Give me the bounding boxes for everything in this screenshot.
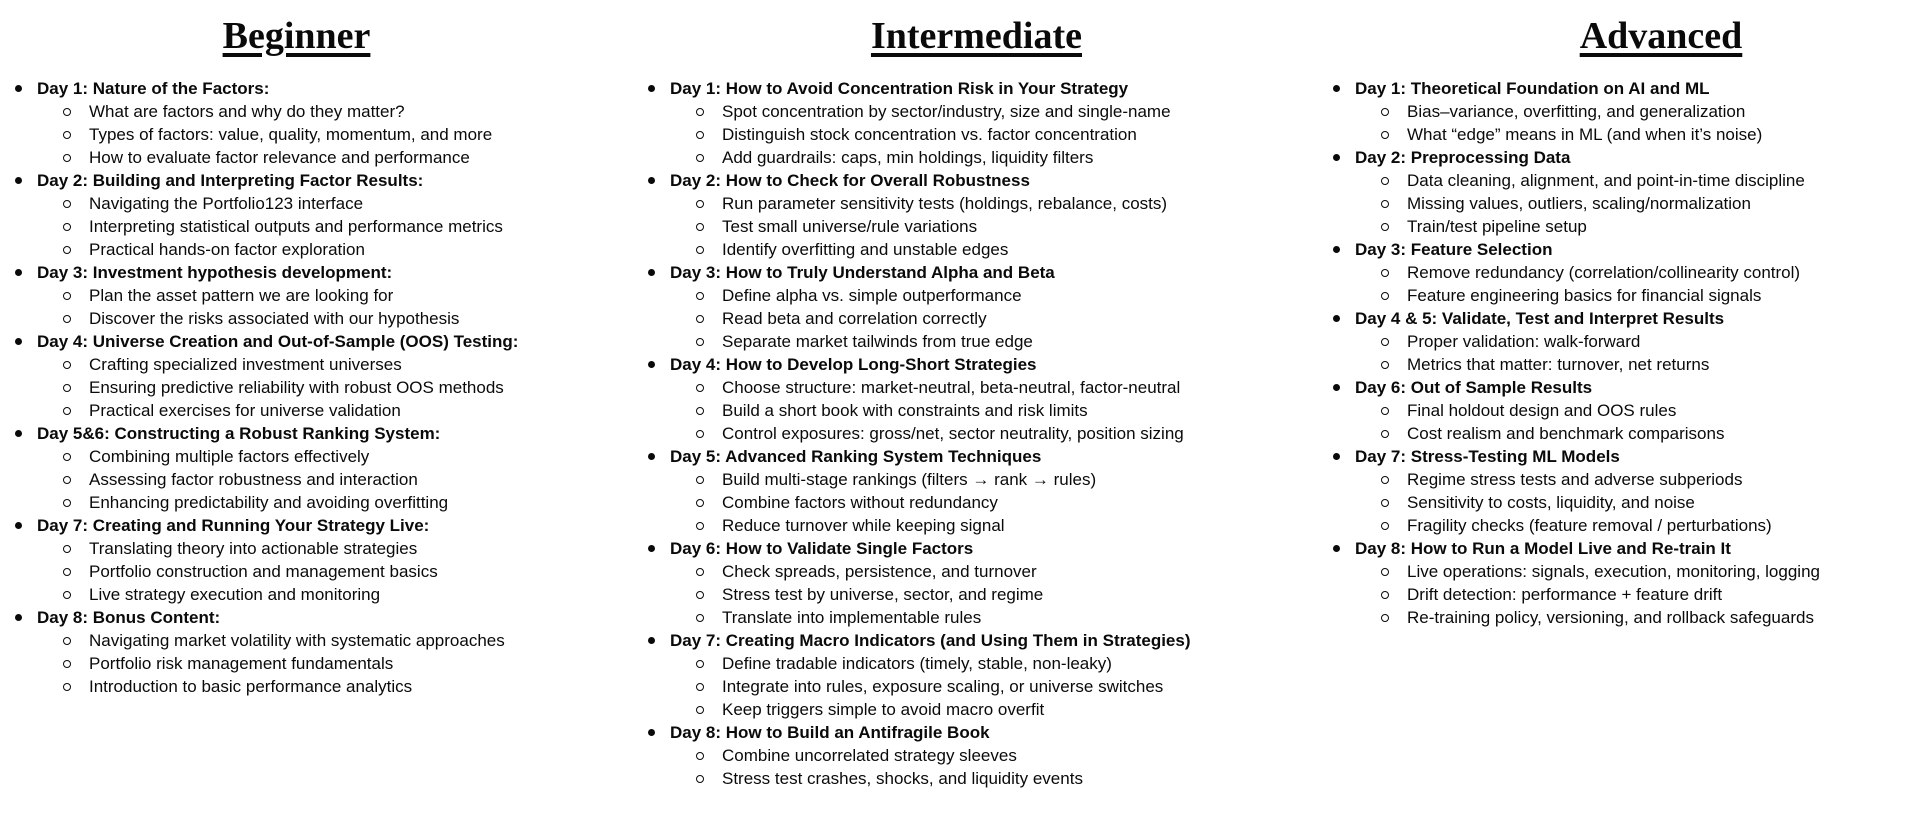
sub-item — [1381, 330, 1920, 353]
bullet-disc-icon — [1333, 246, 1340, 253]
sub-item — [696, 330, 1318, 353]
sub-item — [696, 744, 1318, 767]
sub-item — [1381, 192, 1920, 215]
bullet-circle-icon — [696, 476, 704, 484]
sub-item-text: Translate into implementable rules — [722, 608, 982, 627]
sub-item — [63, 491, 633, 514]
bullet-circle-icon — [63, 154, 71, 162]
sub-item — [63, 376, 633, 399]
day-block — [648, 353, 1318, 445]
sub-item-text: Crafting specialized investment universes — [89, 355, 402, 374]
day-heading — [648, 77, 1318, 100]
sub-item — [63, 238, 633, 261]
day-block — [648, 261, 1318, 353]
bullet-circle-icon — [1381, 338, 1389, 346]
bullet-circle-icon — [696, 384, 704, 392]
sub-item-text: Fragility checks (feature removal / perturbations) — [1407, 516, 1772, 535]
sub-item — [1381, 491, 1920, 514]
day-heading-text: Day 7: Creating Macro Indicators (and Using Them in Strategies) — [670, 631, 1191, 650]
sub-item-text: Navigating market volatility with systematic approaches — [89, 631, 505, 650]
sub-item-text: Test small universe/rule variations — [722, 217, 978, 236]
sub-item-text: Practical exercises for universe validation — [89, 401, 401, 420]
day-heading — [15, 169, 633, 192]
sub-item-text: Train/test pipeline setup — [1407, 217, 1587, 236]
bullet-circle-icon — [696, 591, 704, 599]
day-heading-text: Day 7: Creating and Running Your Strategy Live: — [37, 516, 430, 535]
sub-item — [696, 468, 1318, 491]
sub-item — [1381, 169, 1920, 192]
bullet-disc-icon — [15, 522, 22, 529]
sub-item — [63, 146, 633, 169]
day-heading — [648, 721, 1318, 744]
bullet-disc-icon — [648, 545, 655, 552]
day-heading — [15, 330, 633, 353]
day-block — [1333, 146, 1920, 238]
sub-item — [696, 146, 1318, 169]
bullet-circle-icon — [63, 108, 71, 116]
day-block — [1333, 445, 1920, 537]
sub-item-text: Final holdout design and OOS rules — [1407, 401, 1677, 420]
bullet-circle-icon — [63, 683, 71, 691]
sub-item — [696, 491, 1318, 514]
sub-item-text: Build a short book with constraints and risk limits — [722, 401, 1088, 420]
sub-item — [696, 675, 1318, 698]
day-heading-text: Day 1: How to Avoid Concentration Risk in Your Strategy — [670, 79, 1129, 98]
sub-item — [1381, 284, 1920, 307]
day-heading — [1333, 146, 1920, 169]
day-heading-text: Day 4: How to Develop Long-Short Strategies — [670, 355, 1037, 374]
sub-item — [63, 353, 633, 376]
bullet-disc-icon — [648, 85, 655, 92]
day-heading-text: Day 3: Feature Selection — [1355, 240, 1553, 259]
bullet-circle-icon — [1381, 177, 1389, 185]
sub-item — [1381, 422, 1920, 445]
bullet-circle-icon — [63, 200, 71, 208]
bullet-circle-icon — [696, 430, 704, 438]
sub-item — [63, 399, 633, 422]
bullet-circle-icon — [696, 292, 704, 300]
sub-item-text: Combine factors without redundancy — [722, 493, 998, 512]
sub-item — [63, 123, 633, 146]
sub-item-text: What “edge” means in ML (and when it’s noise) — [1407, 125, 1763, 144]
sub-item-text: Portfolio risk management fundamentals — [89, 654, 394, 673]
day-heading — [1333, 307, 1920, 330]
sub-item-text: Combining multiple factors effectively — [89, 447, 370, 466]
sub-item-text: Keep triggers simple to avoid macro overfit — [722, 700, 1045, 719]
bullet-disc-icon — [15, 177, 22, 184]
day-heading — [648, 445, 1318, 468]
sub-item — [696, 399, 1318, 422]
sub-item-text: Remove redundancy (correlation/collinearity control) — [1407, 263, 1801, 282]
sub-item — [63, 192, 633, 215]
day-heading — [1333, 238, 1920, 261]
bullet-disc-icon — [648, 453, 655, 460]
sub-item — [1381, 560, 1920, 583]
sub-item-text: Enhancing predictability and avoiding overfitting — [89, 493, 449, 512]
sub-item — [696, 376, 1318, 399]
bullet-circle-icon — [1381, 223, 1389, 231]
sub-item-text: Bias–variance, overfitting, and generalization — [1407, 102, 1746, 121]
sub-item — [63, 468, 633, 491]
sub-item — [696, 192, 1318, 215]
bullet-circle-icon — [696, 499, 704, 507]
sub-item — [696, 238, 1318, 261]
bullet-circle-icon — [63, 660, 71, 668]
bullet-circle-icon — [63, 499, 71, 507]
day-heading — [15, 606, 633, 629]
bullet-circle-icon — [1381, 522, 1389, 530]
bullet-disc-icon — [15, 614, 22, 621]
sub-item-text: Define tradable indicators (timely, stable, non-leaky) — [722, 654, 1112, 673]
sub-item — [63, 307, 633, 330]
day-heading-text: Day 1: Theoretical Foundation on AI and ML — [1355, 79, 1710, 98]
bullet-circle-icon — [1381, 476, 1389, 484]
sub-item-text: Introduction to basic performance analytics — [89, 677, 413, 696]
sub-item-text: Stress test crashes, shocks, and liquidity events — [722, 769, 1083, 788]
sub-item — [1381, 399, 1920, 422]
sub-item-text: Distinguish stock concentration vs. factor concentration — [722, 125, 1137, 144]
bullet-circle-icon — [1381, 131, 1389, 139]
bullet-circle-icon — [63, 407, 71, 415]
sub-item — [1381, 123, 1920, 146]
day-block — [1333, 537, 1920, 629]
sub-item-text: Read beta and correlation correctly — [722, 309, 987, 328]
day-heading-text: Day 1: Nature of the Factors: — [37, 79, 270, 98]
bullet-disc-icon — [1333, 384, 1340, 391]
day-heading-text: Day 2: How to Check for Overall Robustness — [670, 171, 1030, 190]
sub-item — [1381, 514, 1920, 537]
bullet-circle-icon — [63, 131, 71, 139]
bullet-circle-icon — [696, 752, 704, 760]
sub-item-text: What are factors and why do they matter? — [89, 102, 405, 121]
sub-item-text: Identify overfitting and unstable edges — [722, 240, 1009, 259]
day-block — [1333, 77, 1920, 146]
sub-item — [63, 652, 633, 675]
day-block — [648, 721, 1318, 790]
day-heading-text: Day 3: How to Truly Understand Alpha and Beta — [670, 263, 1055, 282]
sub-item — [63, 675, 633, 698]
day-heading — [15, 514, 633, 537]
bullet-circle-icon — [696, 108, 704, 116]
sub-item — [696, 307, 1318, 330]
day-block — [15, 514, 633, 606]
bullet-circle-icon — [696, 131, 704, 139]
bullet-circle-icon — [1381, 614, 1389, 622]
column-beginner — [0, 0, 633, 822]
sub-item — [1381, 468, 1920, 491]
sub-item-text: Data cleaning, alignment, and point-in-time discipline — [1407, 171, 1805, 190]
bullet-circle-icon — [63, 453, 71, 461]
sub-item-text: Define alpha vs. simple outperformance — [722, 286, 1022, 305]
sub-item-text: Navigating the Portfolio123 interface — [89, 194, 364, 213]
sub-item-text: Control exposures: gross/net, sector neutrality, position sizing — [722, 424, 1184, 443]
sub-item — [696, 100, 1318, 123]
bullet-circle-icon — [696, 200, 704, 208]
sub-item-text: Interpreting statistical outputs and performance metrics — [89, 217, 503, 236]
bullet-circle-icon — [63, 292, 71, 300]
day-heading — [648, 629, 1318, 652]
sub-item — [63, 629, 633, 652]
sub-item-text: Spot concentration by sector/industry, size and single-name — [722, 102, 1171, 121]
sub-item-text: Ensuring predictive reliability with robust OOS methods — [89, 378, 504, 397]
day-block — [648, 445, 1318, 537]
sub-item-text: Regime stress tests and adverse subperiods — [1407, 470, 1743, 489]
bullet-circle-icon — [1381, 407, 1389, 415]
sub-item — [1381, 100, 1920, 123]
bullet-circle-icon — [63, 545, 71, 553]
sub-item — [696, 652, 1318, 675]
day-block — [648, 537, 1318, 629]
day-heading — [1333, 77, 1920, 100]
sub-item — [696, 284, 1318, 307]
sub-item-text: Assessing factor robustness and interaction — [89, 470, 418, 489]
sub-item — [696, 583, 1318, 606]
sub-item-text: Drift detection: performance + feature drift — [1407, 585, 1723, 604]
sub-item-text: Reduce turnover while keeping signal — [722, 516, 1005, 535]
day-heading-text: Day 2: Building and Interpreting Factor Results: — [37, 171, 424, 190]
sub-item-text: Practical hands-on factor exploration — [89, 240, 365, 259]
sub-item — [696, 767, 1318, 790]
day-block — [1333, 307, 1920, 376]
day-list — [1318, 77, 1920, 629]
sub-item-text: Stress test by universe, sector, and regime — [722, 585, 1044, 604]
sub-item-text: Translating theory into actionable strategies — [89, 539, 418, 558]
bullet-circle-icon — [1381, 292, 1389, 300]
sub-item-text: Portfolio construction and management basics — [89, 562, 438, 581]
bullet-circle-icon — [63, 246, 71, 254]
day-block — [15, 606, 633, 698]
bullet-disc-icon — [1333, 315, 1340, 322]
sub-item — [63, 537, 633, 560]
sub-item-text: Build multi-stage rankings (filters → rank → rules) — [722, 470, 1097, 489]
sub-item — [63, 583, 633, 606]
day-block — [648, 629, 1318, 721]
bullet-circle-icon — [696, 154, 704, 162]
day-heading — [15, 261, 633, 284]
day-block — [15, 77, 633, 169]
sub-item-text: Feature engineering basics for financial signals — [1407, 286, 1762, 305]
bullet-circle-icon — [696, 568, 704, 576]
sub-item — [696, 606, 1318, 629]
bullet-circle-icon — [696, 407, 704, 415]
day-heading-text: Day 4: Universe Creation and Out-of-Sample (OOS) Testing: — [37, 332, 519, 351]
column-title: Beginner — [222, 15, 371, 57]
sub-item-text: Proper validation: walk-forward — [1407, 332, 1641, 351]
day-heading-text: Day 3: Investment hypothesis development: — [37, 263, 393, 282]
day-heading-text: Day 8: Bonus Content: — [37, 608, 221, 627]
bullet-circle-icon — [696, 338, 704, 346]
day-heading-text: Day 6: Out of Sample Results — [1355, 378, 1593, 397]
bullet-circle-icon — [696, 683, 704, 691]
day-list — [633, 77, 1318, 790]
sub-item — [696, 123, 1318, 146]
bullet-circle-icon — [696, 706, 704, 714]
sub-item — [696, 560, 1318, 583]
day-block — [1333, 238, 1920, 307]
sub-item-text: Metrics that matter: turnover, net returns — [1407, 355, 1710, 374]
day-heading — [648, 261, 1318, 284]
bullet-disc-icon — [648, 177, 655, 184]
sub-item-text: Live strategy execution and monitoring — [89, 585, 381, 604]
day-list — [0, 77, 633, 698]
bullet-disc-icon — [1333, 154, 1340, 161]
sub-item-text: Missing values, outliers, scaling/normalization — [1407, 194, 1751, 213]
bullet-circle-icon — [1381, 591, 1389, 599]
column-advanced — [1318, 0, 1920, 822]
bullet-circle-icon — [696, 315, 704, 323]
day-block — [15, 169, 633, 261]
sub-item-text: Integrate into rules, exposure scaling, or universe switches — [722, 677, 1164, 696]
sub-item — [63, 284, 633, 307]
bullet-circle-icon — [63, 384, 71, 392]
day-heading — [15, 77, 633, 100]
sub-item-text: Combine uncorrelated strategy sleeves — [722, 746, 1017, 765]
day-heading-text: Day 2: Preprocessing Data — [1355, 148, 1571, 167]
bullet-disc-icon — [1333, 85, 1340, 92]
bullet-disc-icon — [15, 85, 22, 92]
bullet-circle-icon — [1381, 430, 1389, 438]
column-intermediate — [633, 0, 1318, 822]
bullet-circle-icon — [63, 591, 71, 599]
day-heading-text: Day 5&6: Constructing a Robust Ranking System: — [37, 424, 441, 443]
sub-item-text: Live operations: signals, execution, monitoring, logging — [1407, 562, 1820, 581]
column-title: Advanced — [1579, 15, 1743, 57]
bullet-circle-icon — [1381, 269, 1389, 277]
day-heading — [1333, 376, 1920, 399]
sub-item — [696, 698, 1318, 721]
sub-item-text: Separate market tailwinds from true edge — [722, 332, 1033, 351]
day-block — [15, 422, 633, 514]
bullet-circle-icon — [63, 361, 71, 369]
bullet-circle-icon — [696, 775, 704, 783]
bullet-circle-icon — [1381, 568, 1389, 576]
bullet-circle-icon — [696, 614, 704, 622]
bullet-circle-icon — [696, 660, 704, 668]
sub-item-text: Add guardrails: caps, min holdings, liquidity filters — [722, 148, 1094, 167]
bullet-circle-icon — [696, 246, 704, 254]
sub-item-text: How to evaluate factor relevance and performance — [89, 148, 470, 167]
bullet-circle-icon — [63, 476, 71, 484]
bullet-circle-icon — [1381, 108, 1389, 116]
sub-item — [1381, 606, 1920, 629]
day-heading — [648, 353, 1318, 376]
sub-item — [1381, 353, 1920, 376]
sub-item — [1381, 261, 1920, 284]
day-heading — [648, 537, 1318, 560]
bullet-disc-icon — [648, 361, 655, 368]
sub-item-text: Types of factors: value, quality, momentum, and more — [89, 125, 493, 144]
day-heading — [1333, 445, 1920, 468]
day-heading-text: Day 7: Stress-Testing ML Models — [1355, 447, 1620, 466]
sub-item-text: Choose structure: market-neutral, beta-neutral, factor-neutral — [722, 378, 1181, 397]
day-block — [15, 330, 633, 422]
bullet-disc-icon — [648, 729, 655, 736]
day-block — [648, 169, 1318, 261]
day-block — [648, 77, 1318, 169]
sub-item-text: Sensitivity to costs, liquidity, and noise — [1407, 493, 1695, 512]
sub-item-text: Plan the asset pattern we are looking for — [89, 286, 394, 305]
sub-item-text: Re-training policy, versioning, and rollback safeguards — [1407, 608, 1814, 627]
bullet-circle-icon — [63, 223, 71, 231]
bullet-circle-icon — [696, 223, 704, 231]
bullet-disc-icon — [1333, 545, 1340, 552]
bullet-disc-icon — [648, 637, 655, 644]
sub-item-text: Run parameter sensitivity tests (holdings, rebalance, costs) — [722, 194, 1168, 213]
sub-item — [1381, 215, 1920, 238]
sub-item — [696, 215, 1318, 238]
day-heading — [648, 169, 1318, 192]
bullet-disc-icon — [15, 430, 22, 437]
day-heading-text: Day 8: How to Build an Antifragile Book — [670, 723, 990, 742]
bullet-disc-icon — [15, 269, 22, 276]
sub-item-text: Check spreads, persistence, and turnover — [722, 562, 1037, 581]
bullet-circle-icon — [1381, 200, 1389, 208]
sub-item — [1381, 583, 1920, 606]
day-block — [15, 261, 633, 330]
day-block — [1333, 376, 1920, 445]
sub-item — [63, 215, 633, 238]
day-heading-text: Day 6: How to Validate Single Factors — [670, 539, 974, 558]
day-heading-text: Day 5: Advanced Ranking System Techniques — [670, 447, 1042, 466]
bullet-disc-icon — [648, 269, 655, 276]
bullet-disc-icon — [15, 338, 22, 345]
sub-item — [63, 560, 633, 583]
bullet-circle-icon — [63, 637, 71, 645]
sub-item — [63, 445, 633, 468]
bullet-circle-icon — [63, 568, 71, 576]
sub-item-text: Discover the risks associated with our hypothesis — [89, 309, 460, 328]
day-heading — [15, 422, 633, 445]
sub-item-text: Cost realism and benchmark comparisons — [1407, 424, 1725, 443]
bullet-circle-icon — [1381, 499, 1389, 507]
bullet-circle-icon — [696, 522, 704, 530]
sub-item — [696, 514, 1318, 537]
sub-item — [696, 422, 1318, 445]
day-heading-text: Day 8: How to Run a Model Live and Re-train It — [1355, 539, 1731, 558]
bullet-circle-icon — [1381, 361, 1389, 369]
column-title: Intermediate — [870, 15, 1083, 57]
sub-item — [63, 100, 633, 123]
bullet-circle-icon — [63, 315, 71, 323]
day-heading-text: Day 4 & 5: Validate, Test and Interpret Results — [1355, 309, 1725, 328]
bullet-disc-icon — [1333, 453, 1340, 460]
day-heading — [1333, 537, 1920, 560]
